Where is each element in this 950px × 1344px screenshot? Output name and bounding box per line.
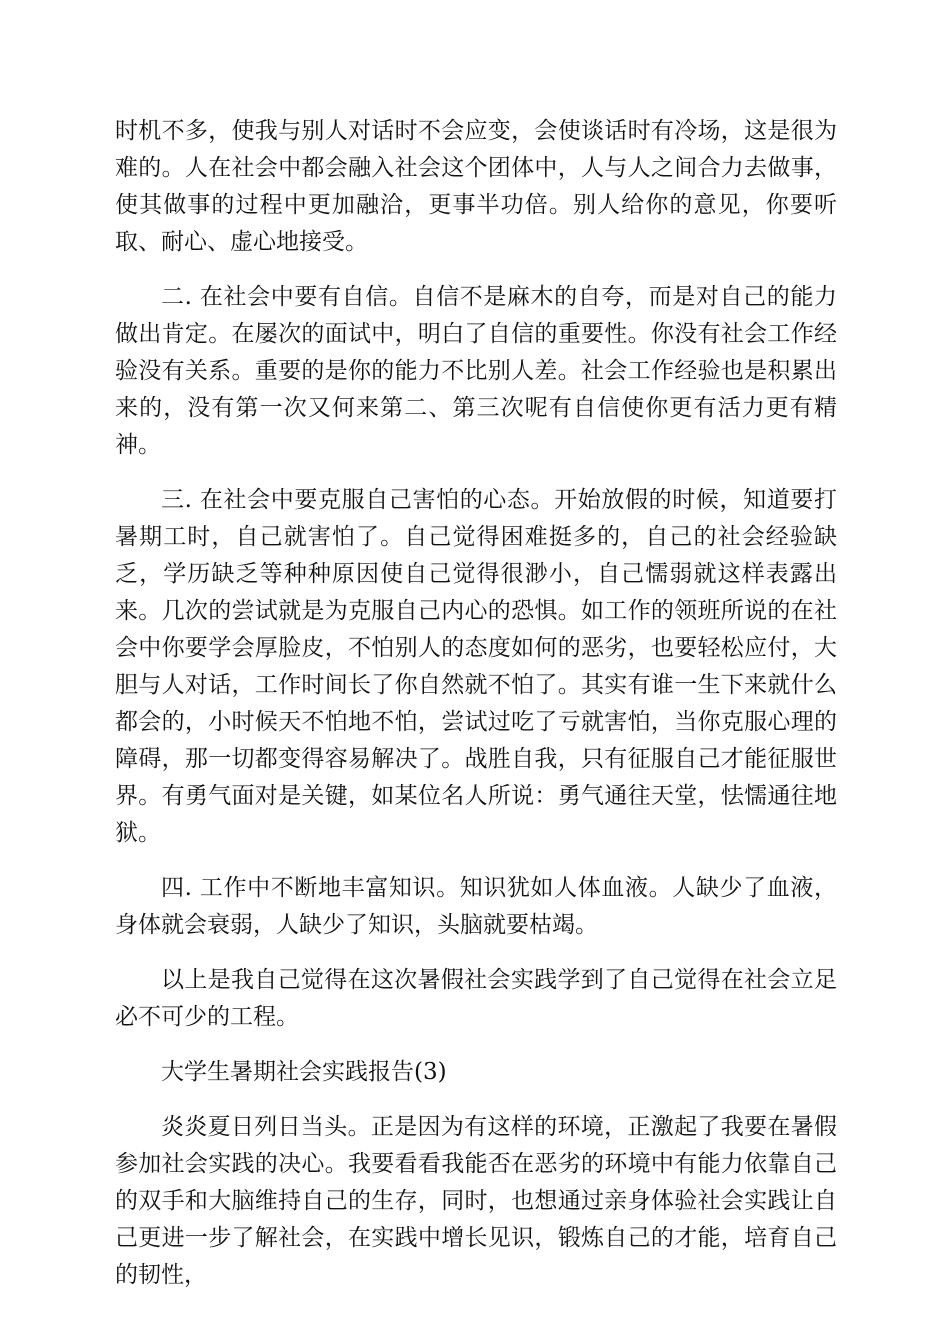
paragraph-point-four: 四. 工作中不断地丰富知识。知识犹如人体血液。人缺少了血液，身体就会衰弱，人缺少了知识，头脑就要枯竭。 [115,875,837,938]
paragraph-summary: 以上是我自己觉得在这次暑假社会实践学到了自己觉得在社会立足必不可少的工程。 [115,967,837,1030]
paragraph-report-intro: 炎炎夏日列日当头。正是因为有这样的环境，正激起了我要在暑假参加社会实践的决心。我要看看我能否在恶劣的环境中有能力依靠自己的双手和大脑维持自己的生存，同时，也想通过亲身体验社会实践让自己更进一步了解社会，在实践中增长见识，锻炼自己的才能，培育自己的韧性， [115,1114,837,1288]
document-page [115,113,837,1294]
paragraph-point-two: 二. 在社会中要有自信。自信不是麻木的自夸，而是对自己的能力做出肯定。在屡次的面试中，明白了自信的重要性。你没有社会工作经验没有关系。重要的是你的能力不比别人差。社会工作经验也是积累出来的，没有第一次又何来第二、第三次呢有自信使你更有活力更有精神。 [115,284,837,458]
section-heading: 大学生暑期社会实践报告(3) [161,1059,447,1085]
paragraph-point-three: 三. 在社会中要克服自己害怕的心态。开始放假的时候，知道要打暑期工时，自己就害怕了。自己觉得困难挺多的，自己的社会经验缺乏，学历缺乏等种种原因使自己觉得很渺小，自己懦弱就这样表露出来。几次的尝试就是为克服自己内心的恐惧。如工作的领班所说的在社会中你要学会厚脸皮，不怕别人的态度如何的恶劣，也要轻松应付，大胆与人对话，工作时间长了你自然就不怕了。其实有谁一生下来就什么都会的，小时候天不怕地不怕，尝试过吃了亏就害怕，当你克服心理的障碍，那一切都变得容易解决了。战胜自我，只有征服自己才能征服世界。有勇气面对是关键，如某位名人所说：勇气通往天堂，怯懦通往地狱。 [115,487,837,846]
paragraph-continuation: 时机不多，使我与别人对话时不会应变，会使谈话时有冷场，这是很为难的。人在社会中都会融入社会这个团体中，人与人之间合力去做事，使其做事的过程中更加融洽，更事半功倍。别人给你的意见，你要听取、耐心、虚心地接受。 [115,118,837,255]
